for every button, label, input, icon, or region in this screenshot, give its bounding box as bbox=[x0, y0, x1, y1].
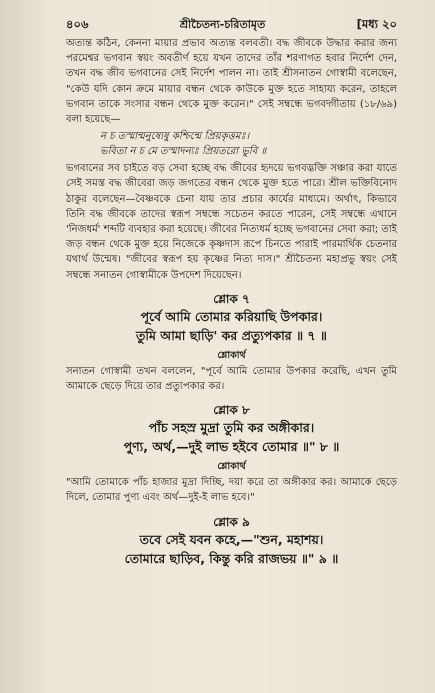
purport-paragraph-1: অত্যন্ত কঠিন, কেননা মায়ার প্রভাব অত্যন্ত বলবতী। বদ্ধ জীবকে উদ্ধার করার জন্য পরমেশ্বর ভগবান স্বয়ং অবতীর্ণ হয়ে যখন তাদের তাঁর শরণাগত হবার নির্দেশ দেন, তখন বদ্ধ জীব ভগবানের সেই নির্দেশ পালন না। তাই শ্রীসনাতন গোস্বামী বলেছেন, "কেউ যদি কোন ক্রমে মায়ার বন্ধন থেকে কাউকে মুক্ত হতে সাহায্য করেন, তাহলে ভগবান তাকে সংসার বন্ধন থেকে মুক্ত করেন।" সেই সম্বন্ধে ভগবদ্গীতায় (১৮/৬৯) বলা হয়েছে— bbox=[66, 38, 397, 126]
sloka-9-line-1: তবে সেই যবন কহে,—"শুন, মহাশয়। bbox=[139, 531, 324, 547]
page-number: ৪০৬ bbox=[66, 17, 89, 31]
sloka-8-line-2: পুণ্য, অর্থ,—দুই লাভ হইবে তোমার ॥" ৮ ॥ bbox=[123, 439, 340, 455]
sloka-7-translation-label: শ্লোকার্থ bbox=[217, 349, 246, 361]
sloka-8-translation-label: শ্লোকার্থ bbox=[217, 461, 246, 473]
running-title: শ্রীচৈতন্য-চরিতামৃত bbox=[179, 18, 266, 31]
purport-paragraph-2: ভগবানের সব চাইতে বড় সেবা হচ্ছে বদ্ধ জীবের হৃদয়ে ভগবদ্ভক্তি সঞ্চার করা যাতে সেই সমস্ত বদ্ধ জীবেরা জড় জগতের বন্ধন থেকে মুক্ত হতে পারে। শ্রীল ভক্তিবিনোদ ঠাকুর বলেছেন—বৈষ্ণবকে চেনা যায় তার প্রচার কার্যের মাধ্যমে। অর্থাৎ, কিভাবে তিনি বদ্ধ জীবকে তাদের স্বরূপ সম্বন্ধে সচেতন করতে পারেন, সেই সম্বন্ধে এখানে 'নিজধর্ম' শব্দটি ব্যবহার করা হয়েছে। জীবের নিত্যধর্ম হচ্ছে ভগবানের সেবা করা; তাই জড় বন্ধন থেকে মুক্ত হয়ে নিজেকে কৃষ্ণদাস রূপে চিনতে পারাই পারমার্থিক চেতনার যথার্থ উন্মেষ। "জীবের স্বরূপ হয় কৃষ্ণের নিত্য দাস।" শ্রীচৈতন্য মহাপ্রভু স্বয়ং সেই সম্বন্ধে সনাতন গোস্বামীকে উপদেশ দিয়েছেন। bbox=[66, 163, 397, 281]
gita-quote-line-1: ন চ তস্মান্মনুষ্যেষু কশ্চিন্মে প্রিয়কৃত্তমঃ। bbox=[100, 131, 250, 143]
gita-quote bbox=[100, 129, 397, 159]
sloka-7-label: শ্লোক ৭ bbox=[213, 291, 250, 306]
gita-quote-line-2: ভবিতা ন চ মে তস্মাদন্যঃ প্রিয়তরো ভুবি ॥ bbox=[100, 146, 267, 158]
sloka-8-translation: "আমি তোমাকে পাঁচ হাজার মুদ্রা দিচ্ছি, দয়া করে তা অঙ্গীকার কর। আমাকে ছেড়ে দিলে, তোমার পুণ্য এবং অর্থ—দুই-ই লাভ হবে।" bbox=[66, 477, 397, 504]
sloka-9-label: শ্লোক ৯ bbox=[213, 514, 250, 529]
sloka-7-line-1: পূর্বে আমি তোমার করিয়াছি উপকার। bbox=[140, 308, 323, 324]
page-header bbox=[66, 16, 397, 36]
sloka-8-line-1: পাঁচ সহস্র মুদ্রা তুমি কর অঙ্গীকার। bbox=[148, 420, 315, 436]
sloka-8-label: শ্লোক ৮ bbox=[213, 403, 250, 418]
sloka-7-translation: সনাতন গোস্বামী তখন বললেন, "পূর্বে আমি তোমার উপকার করেছি, এখন তুমি আমাকে ছেড়ে দিয়ে তার প্রত্যুপকার কর। bbox=[66, 365, 397, 393]
sloka-9-line-2: তোমারে ছাড়িব, কিন্তু করি রাজভয় ॥" ৯ ॥ bbox=[124, 550, 339, 566]
chapter-marker: [মধ্য ২০ bbox=[356, 17, 397, 31]
sloka-7-line-2: তুমি আমা ছাড়ি' কর প্রত্যুপকার ॥ ৭ ॥ bbox=[136, 327, 327, 343]
